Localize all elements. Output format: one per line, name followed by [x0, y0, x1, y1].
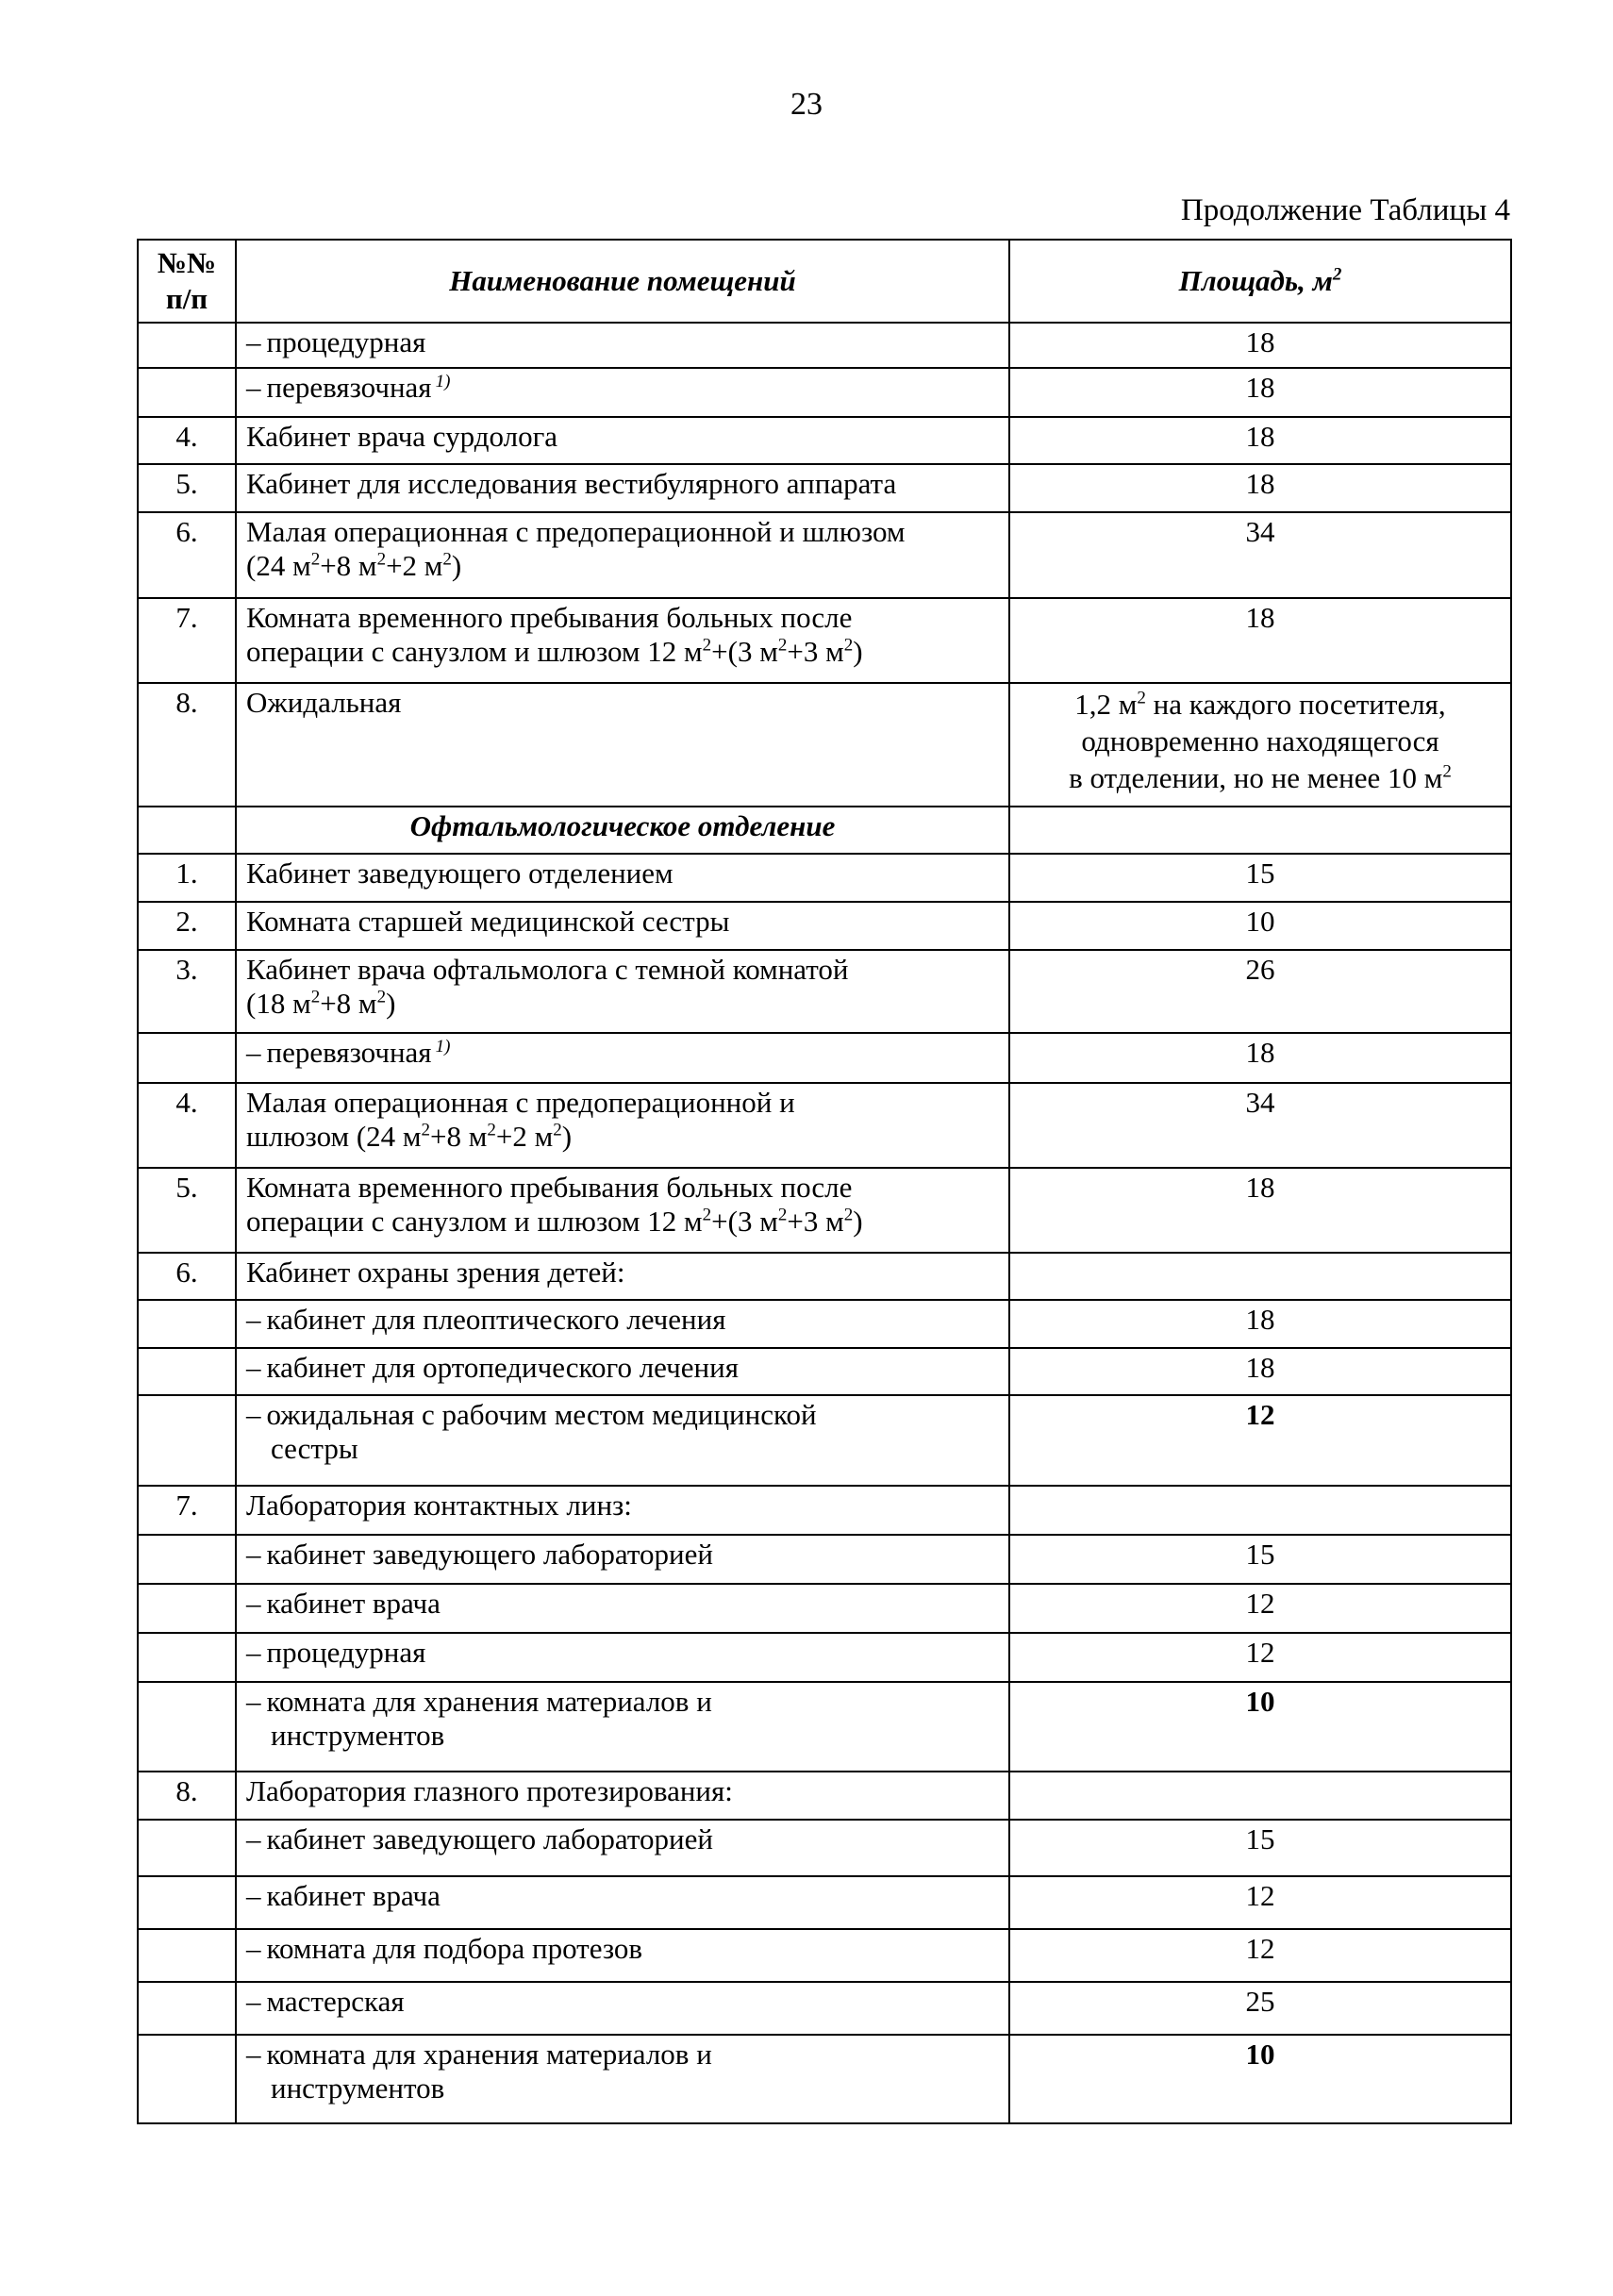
table-row — [138, 1876, 1511, 1929]
header-area: Площадь, $м^2$ — [1009, 240, 1511, 323]
section-title: Офтальмологическое отделение — [236, 807, 1009, 854]
room-name: Ожидальная — [236, 683, 1009, 807]
row-number: 5. — [138, 1168, 236, 1253]
row-number: 3. — [138, 950, 236, 1033]
room-name: Кабинет заведующего отделением — [236, 854, 1009, 902]
row-number: 6. — [138, 512, 236, 598]
room-name: – ожидальная с рабочим местом медицинской сестры — [236, 1395, 1009, 1486]
room-area: 18 — [1009, 417, 1511, 464]
room-area: 12 — [1009, 1929, 1511, 1982]
table-row — [138, 368, 1511, 417]
row-number: 8. — [138, 683, 236, 807]
room-name: – кабинет для ортопедического лечения — [236, 1348, 1009, 1395]
table-row — [138, 1929, 1511, 1982]
room-name: – комната для хранения материалов и инструментов — [236, 2035, 1009, 2123]
row-number: 4. — [138, 1083, 236, 1168]
room-name: Лаборатория глазного протезирования: — [236, 1772, 1009, 1820]
room-name: Кабинет охраны зрения детей: — [236, 1253, 1009, 1300]
room-name: – комната для подбора протезов — [236, 1929, 1009, 1982]
room-area: 34 — [1009, 1083, 1511, 1168]
room-area: 18 — [1009, 1300, 1511, 1348]
table-row — [138, 854, 1511, 902]
room-area: 10 — [1009, 2035, 1511, 2123]
row-number: 7. — [138, 1486, 236, 1535]
room-name: Кабинет врача сурдолога — [236, 417, 1009, 464]
room-name: – комната для хранения материалов и инструментов — [236, 1682, 1009, 1772]
room-area: 10 — [1009, 902, 1511, 950]
table-row — [138, 950, 1511, 1033]
room-area: 15 — [1009, 854, 1511, 902]
table-row — [138, 1982, 1511, 2035]
header-name: Наименование помещений — [236, 240, 1009, 323]
row-number: 1. — [138, 854, 236, 902]
room-name: – процедурная — [236, 1633, 1009, 1682]
table-row — [138, 1633, 1511, 1682]
room-area: 12 — [1009, 1395, 1511, 1486]
room-area — [1009, 1486, 1511, 1535]
room-name: Комната старшей медицинской сестры — [236, 902, 1009, 950]
room-name: – кабинет для плеоптического лечения — [236, 1300, 1009, 1348]
room-area: 1,2 $м^2$ на каждого посетителя, одновременно находящегося в отделении, но не менее 10 $м^2$ — [1009, 683, 1511, 807]
room-area: 18 — [1009, 368, 1511, 417]
room-area: 18 — [1009, 323, 1511, 368]
room-name: – кабинет заведующего лабораторией — [236, 1535, 1009, 1584]
room-name: – мастерская — [236, 1982, 1009, 2035]
table-row — [138, 512, 1511, 598]
table-row — [138, 1083, 1511, 1168]
table-row — [138, 1820, 1511, 1876]
table-row — [138, 323, 1511, 368]
row-number: 6. — [138, 1253, 236, 1300]
section-row — [138, 807, 1511, 854]
table-row — [138, 683, 1511, 807]
room-name: – перевязочная $^{1)}$ — [236, 1033, 1009, 1083]
room-name: Малая операционная с предоперационной и шлюзом (24 $м^2+8$ $м^2+2$ $м^2$) — [236, 1083, 1009, 1168]
room-name: – перевязочная $^{1)}$ — [236, 368, 1009, 417]
table-header-row — [138, 240, 1511, 323]
room-area: 12 — [1009, 1584, 1511, 1633]
room-name: – кабинет заведующего лабораторией — [236, 1820, 1009, 1876]
table-row — [138, 598, 1511, 683]
rooms-table — [137, 239, 1512, 2124]
table-row — [138, 1253, 1511, 1300]
row-number: 4. — [138, 417, 236, 464]
room-area: 15 — [1009, 1535, 1511, 1584]
row-number: 5. — [138, 464, 236, 512]
room-name: Кабинет врача офтальмолога с темной комнатой (18 $м^2+8$ $м^2$) — [236, 950, 1009, 1033]
room-area: 18 — [1009, 464, 1511, 512]
table-row — [138, 1486, 1511, 1535]
room-area: 18 — [1009, 1033, 1511, 1083]
table-row — [138, 464, 1511, 512]
footnote-mark: 1) — [435, 1036, 451, 1056]
row-number: 8. — [138, 1772, 236, 1820]
footnote-mark: 1) — [435, 371, 451, 391]
room-name: Комната временного пребывания больных после операции с санузлом и шлюзом 12 $м^2+(3$ $м^2+3$ $м^2$) — [236, 598, 1009, 683]
table-row — [138, 1168, 1511, 1253]
room-area: 25 — [1009, 1982, 1511, 2035]
room-area: 10 — [1009, 1682, 1511, 1772]
table-row — [138, 1682, 1511, 1772]
room-area — [1009, 1253, 1511, 1300]
table-row — [138, 1535, 1511, 1584]
row-number: 7. — [138, 598, 236, 683]
room-name: – кабинет врача — [236, 1876, 1009, 1929]
room-area: 18 — [1009, 598, 1511, 683]
room-name: Комната временного пребывания больных после операции с санузлом и шлюзом 12 $м^2+(3$ $м^2+3$ $м^2$) — [236, 1168, 1009, 1253]
table-row — [138, 1584, 1511, 1633]
table-row — [138, 1772, 1511, 1820]
room-name: Кабинет для исследования вестибулярного аппарата — [236, 464, 1009, 512]
row-number: 2. — [138, 902, 236, 950]
room-area: 34 — [1009, 512, 1511, 598]
room-area — [1009, 1772, 1511, 1820]
room-name: – кабинет врача — [236, 1584, 1009, 1633]
room-name: – процедурная — [236, 323, 1009, 368]
room-area: 12 — [1009, 1876, 1511, 1929]
room-area: 12 — [1009, 1633, 1511, 1682]
table-row — [138, 902, 1511, 950]
header-number: №№ п/п — [138, 240, 236, 323]
page-number: 23 — [790, 87, 823, 122]
room-name: Малая операционная с предоперационной и шлюзом (24 $м^2+8$ $м^2+2$ $м^2$) — [236, 512, 1009, 598]
room-area: 18 — [1009, 1348, 1511, 1395]
room-area: 26 — [1009, 950, 1511, 1033]
table-caption: Продолжение Таблицы 4 — [1180, 193, 1510, 227]
table-row — [138, 1033, 1511, 1083]
room-name: Лаборатория контактных линз: — [236, 1486, 1009, 1535]
table-row — [138, 1348, 1511, 1395]
room-area: 18 — [1009, 1168, 1511, 1253]
table-row — [138, 417, 1511, 464]
room-area: 15 — [1009, 1820, 1511, 1876]
table-row — [138, 1395, 1511, 1486]
table-row — [138, 1300, 1511, 1348]
table-row — [138, 2035, 1511, 2123]
